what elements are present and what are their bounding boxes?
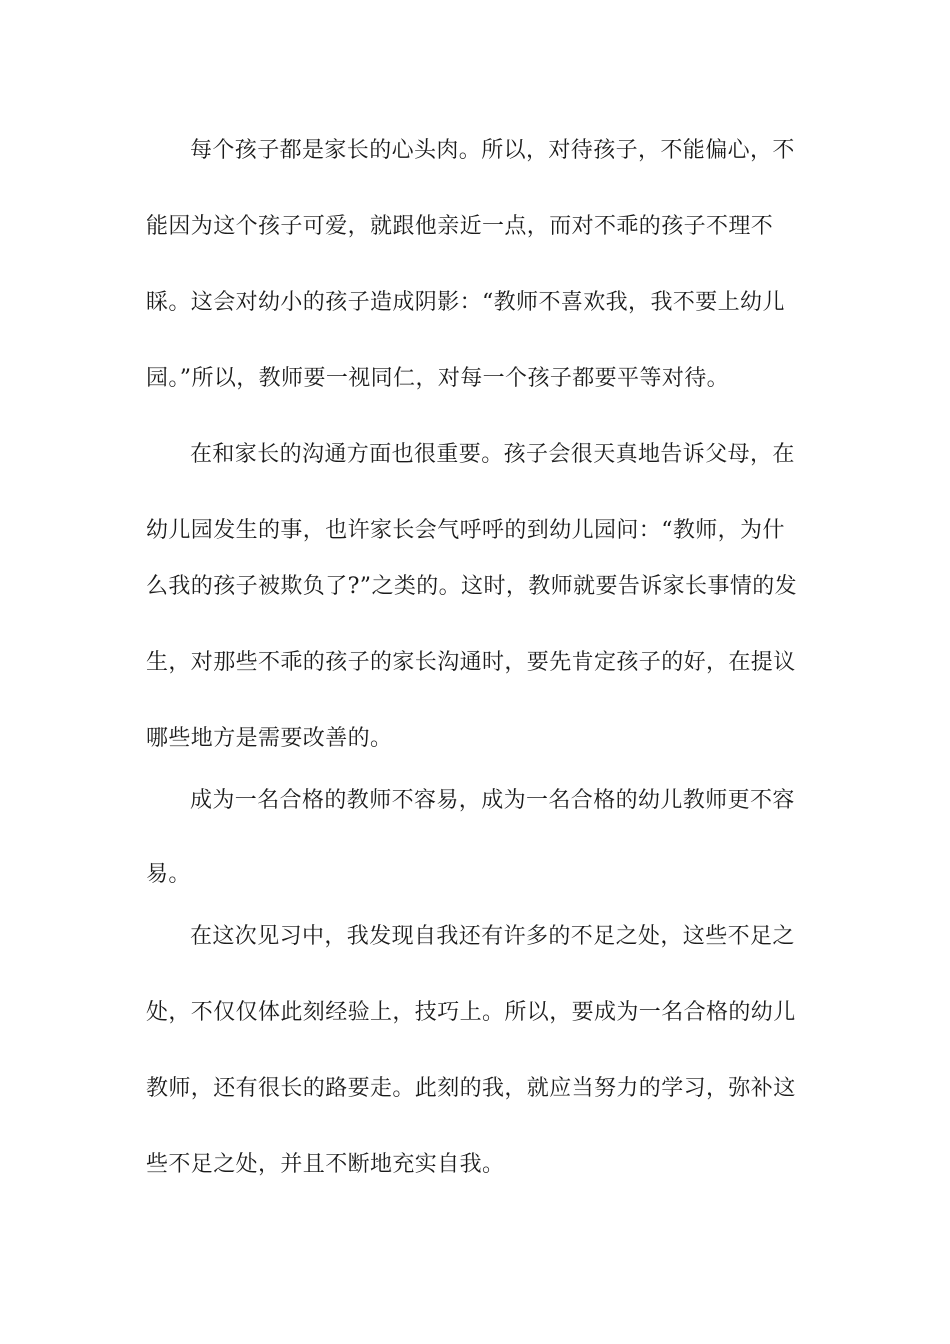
paragraph-4-line-4: 些不足之处，并且不断地充实自我。 [146, 1152, 505, 1177]
paragraph-1-line-2: 能因为这个孩子可爱，就跟他亲近一点，而对不乖的孩子不理不 [146, 214, 774, 239]
paragraph-4-line-1: 在这次见习中，我发现自我还有许多的不足之处，这些不足之 [190, 924, 795, 949]
paragraph-2-line-5: 哪些地方是需要改善的。 [146, 726, 393, 751]
paragraph-4-line-3: 教师，还有很长的路要走。此刻的我，就应当努力的学习，弥补这 [146, 1076, 796, 1101]
paragraph-1-line-1: 每个孩子都是家长的心头肉。所以，对待孩子，不能偏心，不 [190, 138, 795, 163]
paragraph-2-line-3: 么我的孩子被欺负了?”之类的。这时，教师就要告诉家长事情的发 [146, 574, 798, 599]
paragraph-3-line-2: 易。 [146, 862, 191, 887]
paragraph-2-line-4: 生，对那些不乖的孩子的家长沟通时，要先肯定孩子的好，在提议 [146, 650, 796, 675]
paragraph-2-line-1: 在和家长的沟通方面也很重要。孩子会很天真地告诉父母，在 [190, 442, 795, 467]
paragraph-1-line-3: 睬。这会对幼小的孩子造成阴影：“教师不喜欢我，我不要上幼儿 [146, 290, 785, 315]
paragraph-3-line-1: 成为一名合格的教师不容易，成为一名合格的幼儿教师更不容 [190, 788, 795, 813]
paragraph-1-line-4: 园。”所以，教师要一视同仁，对每一个孩子都要平等对待。 [146, 366, 730, 391]
paragraph-2-line-2: 幼儿园发生的事，也许家长会气呼呼的到幼儿园问：“教师，为什 [146, 518, 785, 543]
paragraph-4-line-2: 处，不仅仅体此刻经验上，技巧上。所以，要成为一名合格的幼儿 [146, 1000, 796, 1025]
